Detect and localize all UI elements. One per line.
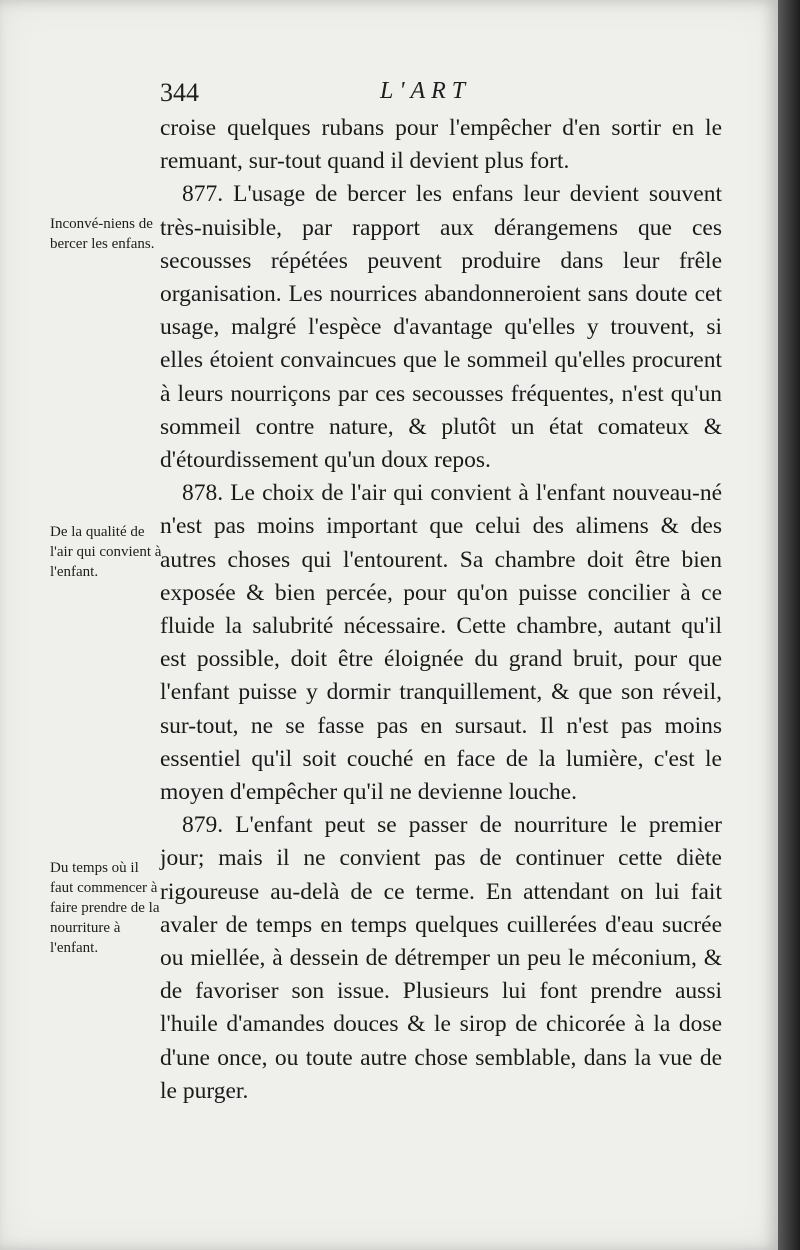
margin-note-qualite-air: De la qualité de l'air qui convient à l'enfant.	[50, 524, 162, 580]
section-number: 878.	[182, 480, 224, 507]
page-edge-shadow	[778, 0, 800, 1250]
paragraph-continuation	[160, 112, 722, 178]
paragraph-878	[160, 477, 722, 809]
page-number: 344	[160, 78, 199, 107]
margin-note-temps-nourriture: Du temps où il faut commencer à faire prendre de la nourriture à l'enfant.	[50, 860, 160, 956]
section-number: 877.	[182, 181, 224, 208]
paragraph-text: L'enfant peut se passer de nourriture le premier jour; mais il ne convient pas de continuer cette diète rigoureuse au-delà de ce terme. En attendant on lui fait avaler de temps en temps quelques cuillerées d'eau sucrée ou miellée, à dessein de détremper un peu le méconium, & de favoriser son issue. Plusieurs lui font prendre aussi l'huile d'amandes douces & le sirop de chicorée à la dose d'une once, ou toute autre chose semblable, dans la vue de le purger.	[160, 812, 722, 1104]
paragraph-text: croise quelques rubans pour l'empêcher d'en sortir en le remuant, sur-tout quand il devient plus fort.	[160, 115, 722, 175]
paragraph-877	[160, 178, 722, 477]
page-header	[160, 78, 720, 114]
section-number: 879.	[182, 812, 224, 839]
paragraph-879	[160, 809, 722, 1108]
paragraph-text: L'usage de bercer les enfans leur devient souvent très-nuisible, par rapport aux dérangemens que ces secousses répétées peuvent produire dans leur frêle organisation. Les nourrices abandonneroient sans doute cet usage, malgré l'espèce d'avantage qu'elles y trouvent, si elles étoient convaincues que le sommeil qu'elles procurent à leurs nourriçons par ces secousses fréquentes, n'est qu'un sommeil contre nature, & plutôt un état comateux & d'étourdissement qu'un doux repos.	[160, 181, 723, 474]
page-body	[160, 112, 722, 1108]
paragraph-text: Le choix de l'air qui convient à l'enfant nouveau-né n'est pas moins important que celui des alimens & des autres choses qui l'entourent. Sa chambre doit être bien exposée & bien percée, pour qu'on puisse concilier à ce fluide la salubrité nécessaire. Cette chambre, autant qu'il est possible, doit être éloignée du grand bruit, pour que l'enfant puisse y dormir tranquillement, & que son réveil, sur-tout, ne se fasse pas en sursaut. Il n'est pas moins essentiel qu'il soit couché en face de la lumière, c'est le moyen d'empêcher qu'il ne devienne louche.	[160, 480, 722, 806]
running-title: L'ART	[380, 78, 472, 104]
margin-note-inconveniens: Inconvé-niens de bercer les enfans.	[50, 216, 155, 252]
